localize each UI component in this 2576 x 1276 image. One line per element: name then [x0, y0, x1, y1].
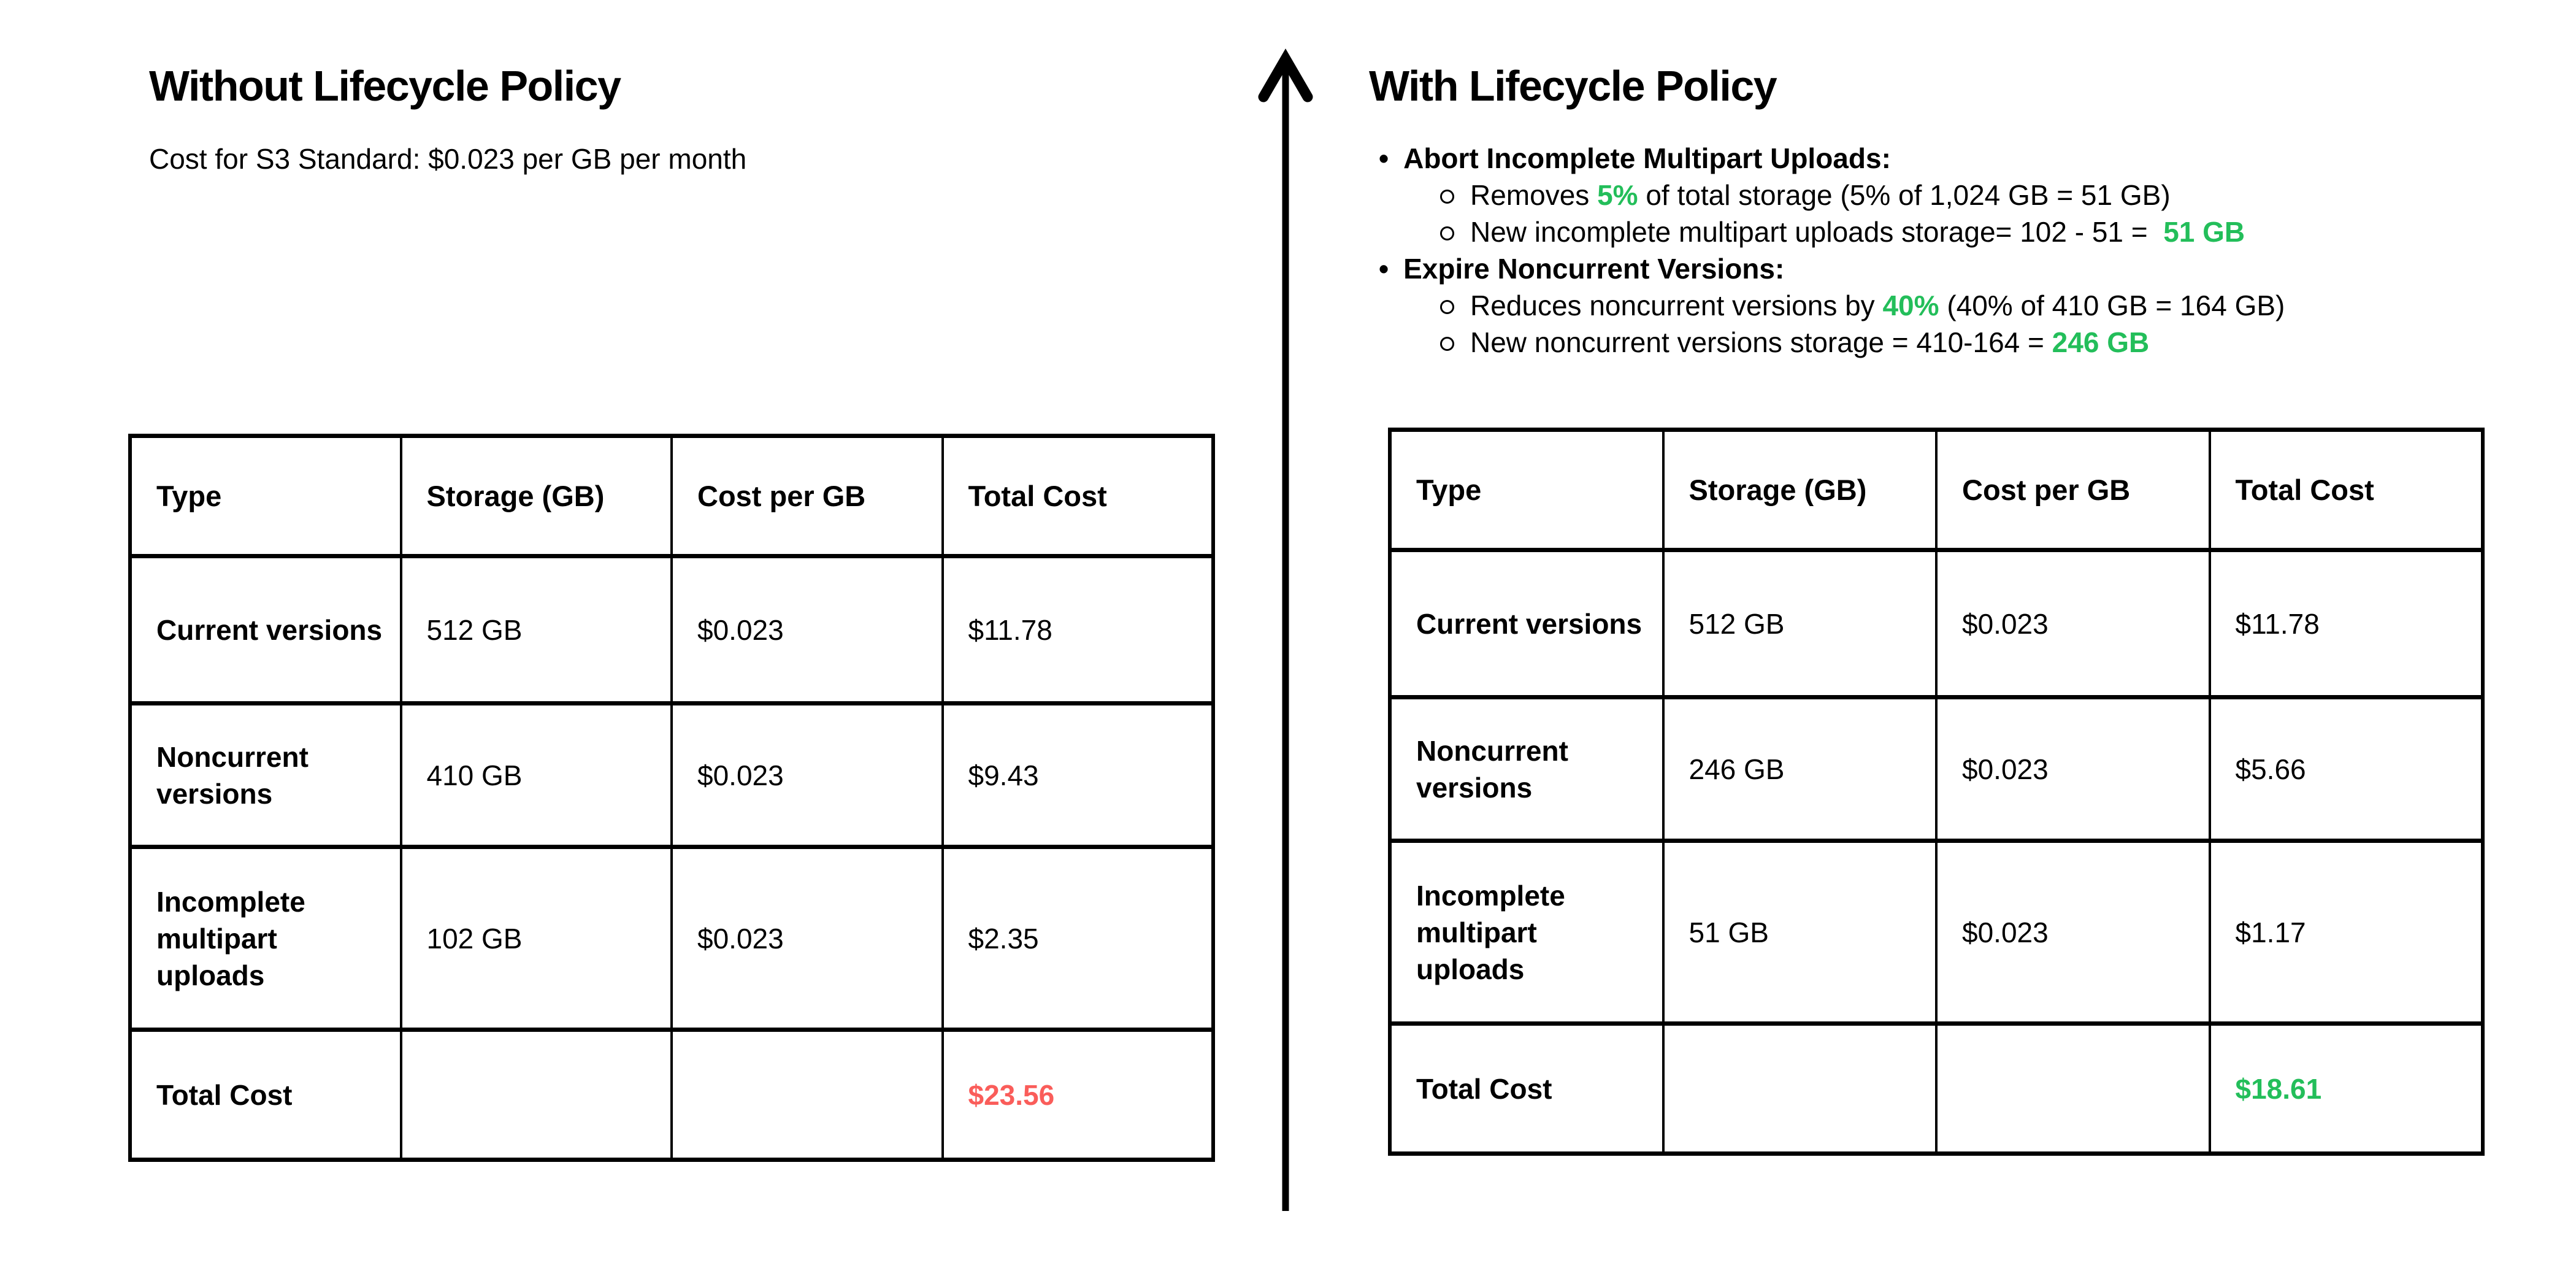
- sub-bullet-text: [1470, 177, 2171, 213]
- column-header: Type: [130, 436, 401, 556]
- empty-cell: [401, 1030, 672, 1160]
- total-label-cell: Total Cost: [130, 1030, 401, 1160]
- cost-table: [1388, 428, 2485, 1156]
- empty-cell: [1936, 1024, 2210, 1154]
- value-cell: 410 GB: [401, 704, 672, 847]
- bullet-dot-icon: [1379, 140, 1389, 177]
- bullet-item: [1379, 250, 2520, 287]
- table-row: [1390, 550, 2483, 698]
- column-header: Type: [1390, 430, 1663, 550]
- text-segment: of total storage (5% of 1,024 GB = 51 GB): [1638, 179, 2171, 211]
- with-policy-title: With Lifecycle Policy: [1369, 62, 1777, 110]
- text-segment: 51 GB: [2163, 216, 2245, 248]
- without-policy-title: Without Lifecycle Policy: [149, 62, 621, 110]
- bullet-label: Abort Incomplete Multipart Uploads:: [1403, 142, 1891, 174]
- text-segment: 40%: [1882, 290, 1939, 321]
- sub-bullet-circle-icon: [1440, 337, 1454, 351]
- column-header: Cost per GB: [672, 436, 943, 556]
- value-cell: $11.78: [943, 556, 1214, 704]
- row-label-cell: Incomplete multipart uploads: [1390, 841, 1663, 1024]
- total-value-cell: $18.61: [2210, 1024, 2483, 1154]
- value-cell: $9.43: [943, 704, 1214, 847]
- policy-bullets: [1379, 140, 2520, 361]
- sub-bullet-item: [1440, 287, 2520, 324]
- table-row: [1390, 698, 2483, 841]
- sub-bullet-item: [1440, 177, 2520, 213]
- value-cell: $1.17: [2210, 841, 2483, 1024]
- bullet-label: Expire Noncurrent Versions:: [1403, 253, 1785, 285]
- value-cell: $0.023: [672, 704, 943, 847]
- text-segment: New incomplete multipart uploads storage= 102 - 51 =: [1470, 216, 2164, 248]
- column-header: Cost per GB: [1936, 430, 2210, 550]
- column-header: Total Cost: [943, 436, 1214, 556]
- empty-cell: [1663, 1024, 1937, 1154]
- value-cell: $0.023: [1936, 841, 2210, 1024]
- cost-table: [128, 434, 1215, 1162]
- sub-bullet-item: [1440, 213, 2520, 250]
- value-cell: 51 GB: [1663, 841, 1937, 1024]
- s3-standard-cost-note: Cost for S3 Standard: $0.023 per GB per month: [149, 143, 747, 175]
- total-row: [130, 1030, 1213, 1160]
- column-header: Storage (GB): [401, 436, 672, 556]
- value-cell: $5.66: [2210, 698, 2483, 841]
- row-label-cell: Current versions: [130, 556, 401, 704]
- table-header-row: [130, 436, 1213, 556]
- total-label-cell: Total Cost: [1390, 1024, 1663, 1154]
- text-segment: Removes: [1470, 179, 1598, 211]
- text-segment: Reduces noncurrent versions by: [1470, 290, 1883, 321]
- column-header: Storage (GB): [1663, 430, 1937, 550]
- row-label-cell: Noncurrent versions: [1390, 698, 1663, 841]
- bullet-group: [1379, 250, 2520, 361]
- bullet-dot-icon: [1379, 250, 1389, 287]
- value-cell: $0.023: [672, 556, 943, 704]
- sub-bullet-circle-icon: [1440, 300, 1454, 314]
- table-row: [130, 847, 1213, 1030]
- column-header: Total Cost: [2210, 430, 2483, 550]
- value-cell: $0.023: [1936, 698, 2210, 841]
- table-header-row: [1390, 430, 2483, 550]
- value-cell: 102 GB: [401, 847, 672, 1030]
- table-row: [130, 704, 1213, 847]
- bullet-item: [1379, 140, 2520, 177]
- text-segment: 246 GB: [2052, 326, 2150, 358]
- divider-up-arrow-icon: [1249, 47, 1325, 1218]
- sub-bullet-circle-icon: [1440, 226, 1454, 240]
- total-row: [1390, 1024, 2483, 1154]
- bullet-group: [1379, 140, 2520, 250]
- value-cell: 246 GB: [1663, 698, 1937, 841]
- empty-cell: [672, 1030, 943, 1160]
- row-label-cell: Incomplete multipart uploads: [130, 847, 401, 1030]
- text-segment: New noncurrent versions storage = 410-164 =: [1470, 326, 2052, 358]
- value-cell: $0.023: [672, 847, 943, 1030]
- sub-bullet-text: [1470, 324, 2149, 361]
- total-value-cell: $23.56: [943, 1030, 1214, 1160]
- value-cell: $11.78: [2210, 550, 2483, 698]
- value-cell: $0.023: [1936, 550, 2210, 698]
- sub-bullet-text: [1470, 213, 2245, 250]
- row-label-cell: Noncurrent versions: [130, 704, 401, 847]
- sub-bullet-circle-icon: [1440, 190, 1454, 204]
- text-segment: (40% of 410 GB = 164 GB): [1939, 290, 2285, 321]
- table-row: [1390, 841, 2483, 1024]
- value-cell: 512 GB: [401, 556, 672, 704]
- sub-bullet-item: [1440, 324, 2520, 361]
- with-policy-table-container: [1388, 428, 2485, 1156]
- value-cell: 512 GB: [1663, 550, 1937, 698]
- text-segment: 5%: [1597, 179, 1638, 211]
- sub-bullet-text: [1470, 287, 2285, 324]
- value-cell: $2.35: [943, 847, 1214, 1030]
- table-row: [130, 556, 1213, 704]
- row-label-cell: Current versions: [1390, 550, 1663, 698]
- without-policy-table-container: [128, 434, 1215, 1162]
